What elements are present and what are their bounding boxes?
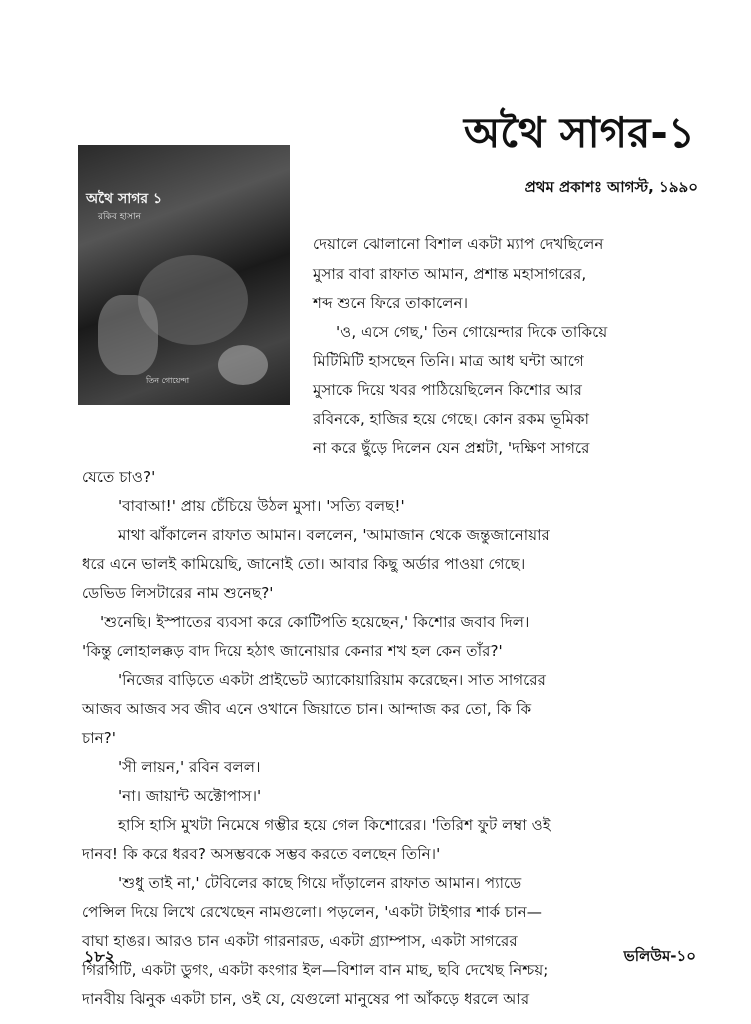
text-line: ধরে এনে ভালই কামিয়েছি, জানোই তো। আবার কিছু অর্ডার পাওয়া গেছে।	[82, 555, 526, 573]
text-line: মাথা ঝাঁকালেন রাফাত আমান। বললেন, 'আমাজান থেকে জন্তুজানোয়ার	[118, 526, 550, 544]
publication-info: প্রথম প্রকাশঃ আগস্ট, ১৯৯০	[524, 178, 698, 196]
cover-art-shape	[98, 295, 158, 375]
text-line: 'না। জায়ান্ট অক্টোপাস।'	[118, 787, 262, 805]
text-line: 'নিজের বাড়িতে একটা প্রাইভেট অ্যাকোয়ারিয়াম করেছেন। সাত সাগরের	[118, 671, 547, 689]
cover-art-shape	[218, 345, 268, 385]
text-line: বাঘা হাঙর। আরও চান একটা গারনারড, একটা গ্র্যাম্পাস, একটা সাগরের	[82, 932, 518, 950]
page-number: ১৮২	[84, 947, 116, 966]
cover-author: রকিব হাসান	[98, 212, 141, 222]
text-line: হাসি হাসি মুখটা নিমেষে গম্ভীর হয়ে গেল কিশোরের। 'তিরিশ ফুট লম্বা ওই	[118, 816, 551, 834]
text-line: 'সী লায়ন,' রবিন বলল।	[118, 758, 261, 776]
text-line: 'কিন্তু লোহালক্কড় বাদ দিয়ে হঠাৎ জানোয়ার কেনার শখ হল কেন তাঁর?'	[82, 642, 503, 660]
text-line: না করে ছুঁড়ে দিলেন যেন প্রশ্নটা, 'দক্ষিণ সাগরে	[313, 439, 590, 457]
text-line: দেয়ালে ঝোলানো বিশাল একটা ম্যাপ দেখছিলেন	[313, 235, 604, 253]
volume-label: ভলিউম-১০	[623, 947, 696, 965]
text-line: যেতে চাও?'	[82, 468, 156, 486]
text-line: দানবীয় ঝিনুক একটা চান, ওই যে, যেগুলো মানুষের পা আঁকড়ে ধরলে আর	[82, 990, 530, 1008]
text-line: 'শুনেছি। ইস্পাতের ব্যবসা করে কোটিপতি হয়েছেন,' কিশোর জবাব দিল।	[100, 613, 530, 631]
cover-title: অথৈ সাগর ১	[86, 191, 163, 207]
text-line: শব্দ শুনে ফিরে তাকালেন।	[313, 294, 469, 312]
text-line: চান?'	[82, 729, 116, 747]
text-line: 'ও, এসে গেছ,' তিন গোয়েন্দার দিকে তাকিয়ে	[336, 323, 608, 341]
book-cover-image	[78, 145, 290, 405]
text-line: পেন্সিল দিয়ে লিখে রেখেছেন নামগুলো। পড়লেন, 'একটা টাইগার শার্ক চান—	[82, 903, 542, 921]
text-line: গিরগিটি, একটা ডুগং, একটা কংগার ইল—বিশাল বান মাছ, ছবি দেখেছ নিশ্চয়;	[82, 961, 549, 979]
text-line: আজব আজব সব জীব এনে ওখানে জিয়াতে চান। আন্দাজ কর তো, কি কি	[82, 700, 532, 718]
text-line: দানব! কি করে ধরব? অসম্ভবকে সম্ভব করতে বলছেন তিনি।'	[82, 845, 441, 863]
page-title: অথৈ সাগর-১	[463, 108, 695, 157]
text-line: 'বাবাআ!' প্রায় চেঁচিয়ে উঠল মুসা। 'সত্যি বলছ!'	[118, 497, 405, 515]
text-line: মুসার বাবা রাফাত আমান, প্রশান্ত মহাসাগরের,	[313, 265, 587, 283]
text-line: ডেভিড লিসটারের নাম শুনেছ?'	[82, 584, 274, 602]
cover-series: তিন গোয়েন্দা	[146, 376, 190, 385]
text-line: মিটিমিটি হাসছেন তিনি। মাত্র আধ ঘন্টা আগে	[313, 352, 584, 370]
text-line: 'শুধু তাই না,' টেবিলের কাছে গিয়ে দাঁড়ালেন রাফাত আমান। প্যাডে	[118, 874, 522, 892]
text-line: মুসাকে দিয়ে খবর পাঠিয়েছিলেন কিশোর আর	[313, 381, 583, 399]
text-line: রবিনকে, হাজির হয়ে গেছে। কোন রকম ভূমিকা	[313, 410, 590, 428]
